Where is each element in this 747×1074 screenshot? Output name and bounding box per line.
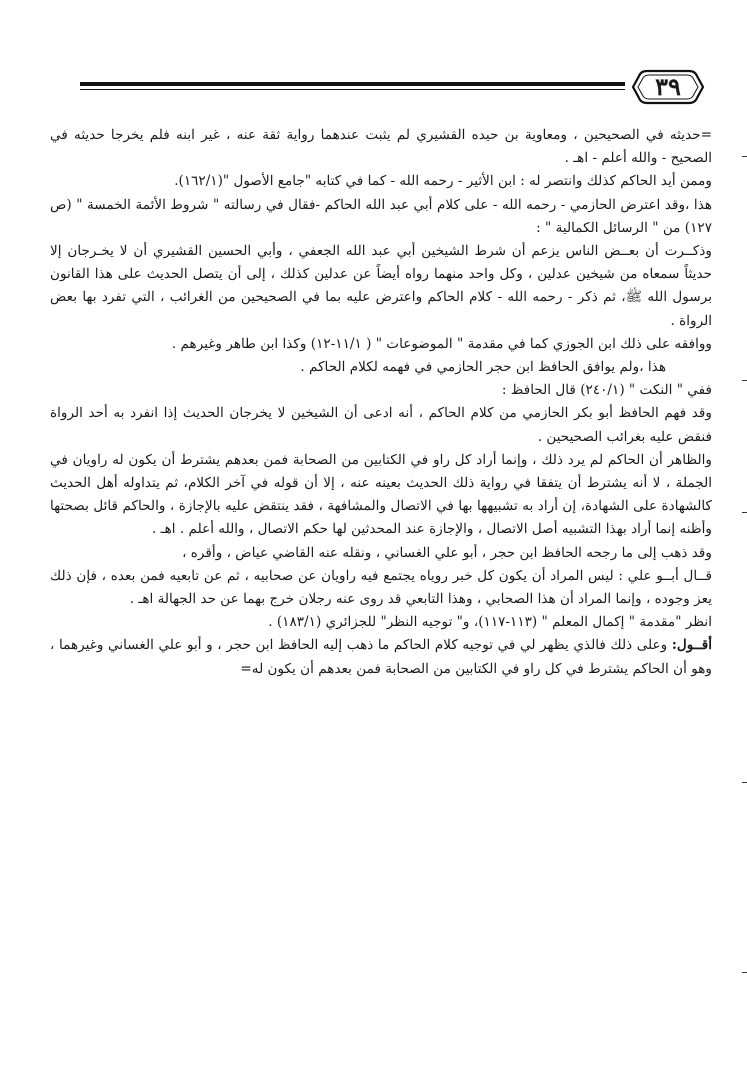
margin-mark — [742, 512, 747, 513]
paragraph-13-text: وعلى ذلك فالذي يظهر لي في توجيه كلام الحاكم ما ذهب إليه الحافظ ابن حجر ، و أبو علي الغساني وغيرهما ، وهو أن الحاكم يشترط في كل راو في الكتابين من الصحابة فمن بعدهم أن يكون له= — [50, 637, 712, 677]
paragraph-2: وممن أيد الحاكم كذلك وانتصر له : ابن الأثير - رحمه الله - كما في كتابه "جامع الأصول "(١٦٢/١). — [174, 173, 712, 190]
paragraph-5: ووافقه على ذلك ابن الجوزي كما في مقدمة " الموضوعات " ( ١١/١-١٢) وكذا ابن طاهر وغيرهم . — [171, 335, 712, 352]
paragraph-1: =حديثه في الصحيحين ، ومعاوية بن حيده القشيري لم يثبت عندهما رواية ثقة عنه ، غير ابنه فلم يخرجا حديثه في الصحيح - والله أعلم - اهـ . — [50, 127, 712, 167]
margin-mark — [742, 972, 747, 973]
margin-mark — [742, 782, 747, 783]
header-rule-thick — [80, 82, 625, 86]
page-header — [80, 68, 708, 108]
paragraph-13 — [50, 634, 712, 680]
paragraph-13-lead: أقــول: — [671, 637, 712, 654]
page-number: ٣٩ — [655, 72, 681, 101]
paragraph-9: والظاهر أن الحاكم لم يرد ذلك ، وإنما أراد كل راو في الكتابين من الصحابة فمن بعدهم يشترط أن يكون له راويان في الجملة ، لا أنه يشترط أن يتفقا في رواية ذلك الحديث بعينه عنه ، إلا أن قوله في آخر الكلام، ثم يتداوله أهل الحديث كالشهادة على الشهادة، إن أراد به تشبيهها بها في الاتصال والمشافهة ، فقد ينتقض عليه بالإجازة ، والحاكم قائل بصحتها وأظنه إنما أراد بهذا التشبيه أصل الاتصال ، والإجازة عند المحدثين لها حكم الاتصال ، والله أعلم . اهـ . — [50, 451, 713, 538]
paragraph-7: ففي " النكت " (٢٤٠/١) قال الحافظ : — [501, 382, 712, 399]
paragraph-11: قــال أبــو علي : ليس المراد أن يكون كل خبر روياه يجتمع فيه راويان عن صحابيه ، ثم عن تابعيه فمن بعده ، فإن ذلك يعز وجوده ، وإنما المراد أن هذا الصحابي ، وهذا التابعي قد روى عنه رجلان خرج بهما عن حد الجهالة اهـ . — [50, 567, 712, 608]
paragraph-10: وقد ذهب إلى ما رجحه الحافظ ابن حجر ، أبو علي الغساني ، ونقله عنه القاضي عياض ، وأقره ، — [182, 544, 712, 561]
paragraph-8: وقد فهم الحافظ أبو بكر الحازمي من كلام الحاكم ، أنه ادعى أن الشيخين لا يخرجان الحديث إذا انفرد به أحد الرواة فنقض عليه بغرائب الصحيحين . — [50, 405, 712, 445]
paragraph-4: وذكــرت أن بعــض الناس يزعم أن شرط الشيخين أبي عبد الله الجعفي ، وأبي الحسين القشيري أن لا يخـرجان إلا حديثاً سمعاه من شيخين عدلين ، وكل واحد منهما رواه أيضاً عن عدلين كذلك ، إلى أن يتصل الحديث على هذا القانون برسول الله ﷺ، ثم ذكر - رحمه الله - كلام الحاكم واعترض عليه بما في الصحيحين من الغرائب ، التي تفرد بها بعض الرواة . — [50, 243, 712, 329]
page-number-badge — [629, 68, 707, 106]
paragraph-3: هذا ،وقد اعترض الحازمي - رحمه الله - على كلام أبي عبد الله الحاكم -فقال في رسالته " شروط الأئمة الخمسة " (ص ١٢٧) من " الرسائل الكمالية " : — [50, 196, 712, 236]
page-body — [50, 124, 712, 681]
margin-mark — [742, 380, 747, 381]
paragraph-6: هذا ،ولم يوافق الحافظ ابن حجر الحازمي في فهمه لكلام الحاكم . — [300, 359, 666, 376]
margin-mark — [742, 156, 747, 157]
paragraph-12: انظر "مقدمة " إكمال المعلم " (١١٣-١١٧)، و" توجيه النظر" للجزائري (١٨٣/١) . — [268, 614, 712, 631]
header-rule-thin — [80, 89, 625, 90]
